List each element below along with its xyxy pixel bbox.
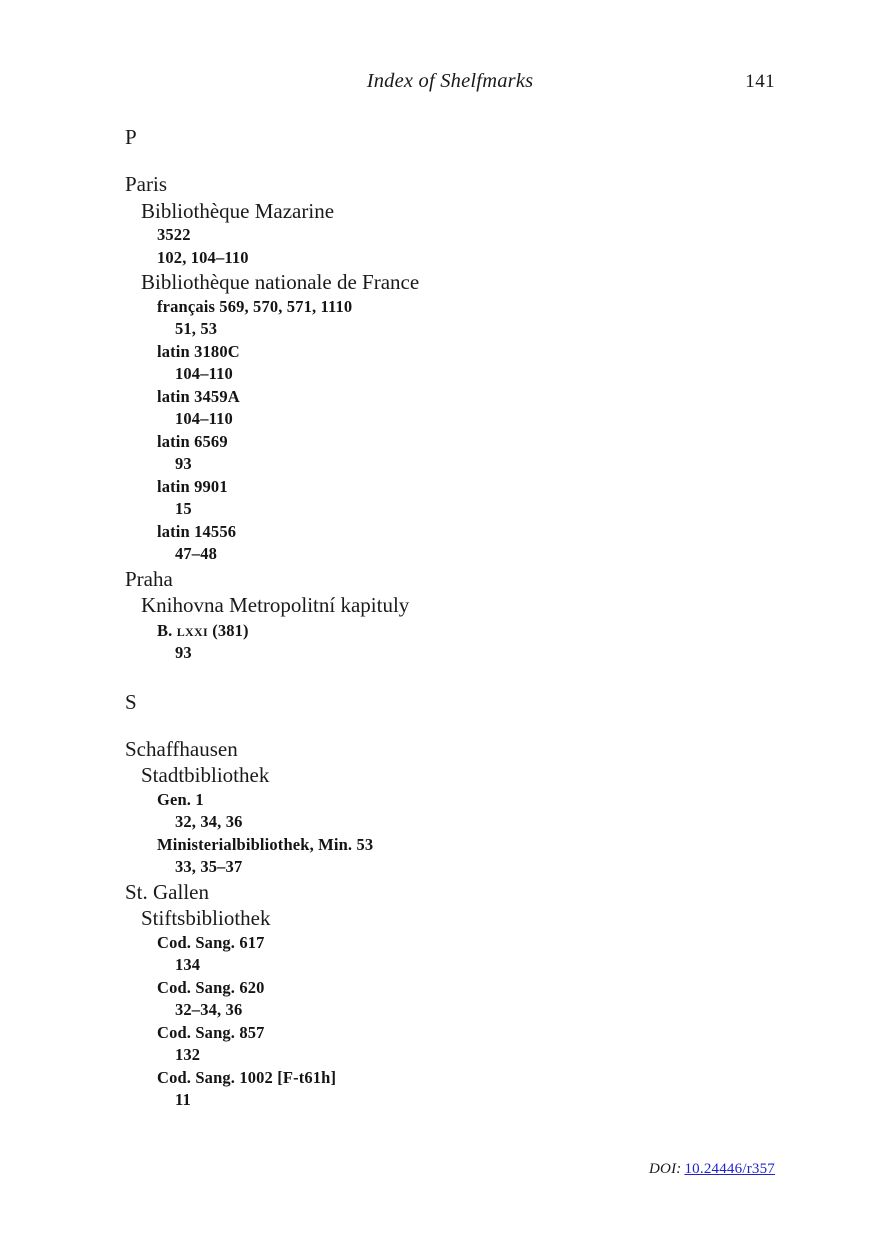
- doi-label: DOI:: [649, 1161, 682, 1177]
- shelfmark-suffix: (381): [207, 620, 249, 640]
- section-letter: P: [125, 125, 137, 149]
- index-shelfmark: Cod. Sang. 1002 [F-t61h]: [157, 1067, 337, 1087]
- index-shelfmark: latin 9901: [157, 476, 228, 496]
- index-shelfmark: 3522: [157, 225, 191, 244]
- index-page-locators: 93: [175, 454, 192, 473]
- index-page-locators: 51, 53: [175, 319, 218, 338]
- index-shelfmark: latin 3180C: [157, 341, 240, 361]
- page-title: Index of Shelfmarks: [366, 70, 534, 92]
- index-page-locators: 93: [175, 643, 192, 662]
- doi-link[interactable]: 10.24446/r357: [684, 1161, 775, 1177]
- index-shelfmark: Gen. 1: [157, 789, 204, 809]
- index-shelfmark: Cod. Sang. 620: [157, 977, 265, 997]
- index-shelfmark: latin 6569: [157, 431, 228, 451]
- index-city: Schaffhausen: [125, 736, 238, 761]
- index-section: [125, 687, 785, 1112]
- index-library: Bibliothèque Mazarine: [141, 198, 335, 223]
- index-page-locators: 32–34, 36: [175, 1000, 243, 1019]
- doi-footer: [649, 1160, 775, 1178]
- section-letter: S: [125, 689, 137, 714]
- shelfmark-smallcaps: lxxi: [176, 619, 208, 640]
- index-page-locators: 47–48: [175, 544, 217, 563]
- index-page-locators: 132: [175, 1045, 201, 1064]
- section-spacer: [125, 151, 785, 171]
- index-shelfmark: latin 14556: [157, 521, 237, 541]
- index-shelfmark: latin 3459A: [157, 386, 240, 406]
- index-shelfmark: français 569, 570, 571, 1110: [157, 296, 353, 316]
- index-shelfmark: [157, 619, 785, 643]
- index-page-locators: 134: [175, 955, 201, 974]
- index-section: [125, 122, 785, 665]
- index-city: Paris: [125, 172, 167, 196]
- index-library: Stiftsbibliothek: [141, 906, 271, 930]
- index-page-locators: 15: [175, 499, 192, 518]
- index-shelfmark: Cod. Sang. 617: [157, 932, 265, 952]
- running-head: [125, 70, 775, 100]
- index-city: St. Gallen: [125, 879, 209, 904]
- index-library: Stadtbibliothek: [141, 763, 270, 787]
- index-page-locators: 104–110: [175, 409, 233, 428]
- index-shelfmark: Ministerialbibliothek, Min. 53: [157, 834, 374, 854]
- section-spacer: [125, 716, 785, 736]
- index-entry-list: [125, 122, 785, 1112]
- index-city: Praha: [125, 566, 173, 591]
- index-page-locators: 32, 34, 36: [175, 812, 243, 831]
- index-shelfmark: Cod. Sang. 857: [157, 1022, 265, 1042]
- shelfmark-prefix: B.: [157, 620, 177, 640]
- index-library: Bibliothèque nationale de France: [141, 270, 420, 294]
- index-library: Knihovna Metropolitní kapituly: [141, 593, 410, 617]
- page-number: 141: [745, 71, 775, 92]
- index-page-locators: 11: [175, 1090, 191, 1109]
- index-page-locators: 102, 104–110: [157, 247, 249, 267]
- index-page-locators: 104–110: [175, 364, 233, 383]
- index-page-locators: 33, 35–37: [175, 857, 243, 876]
